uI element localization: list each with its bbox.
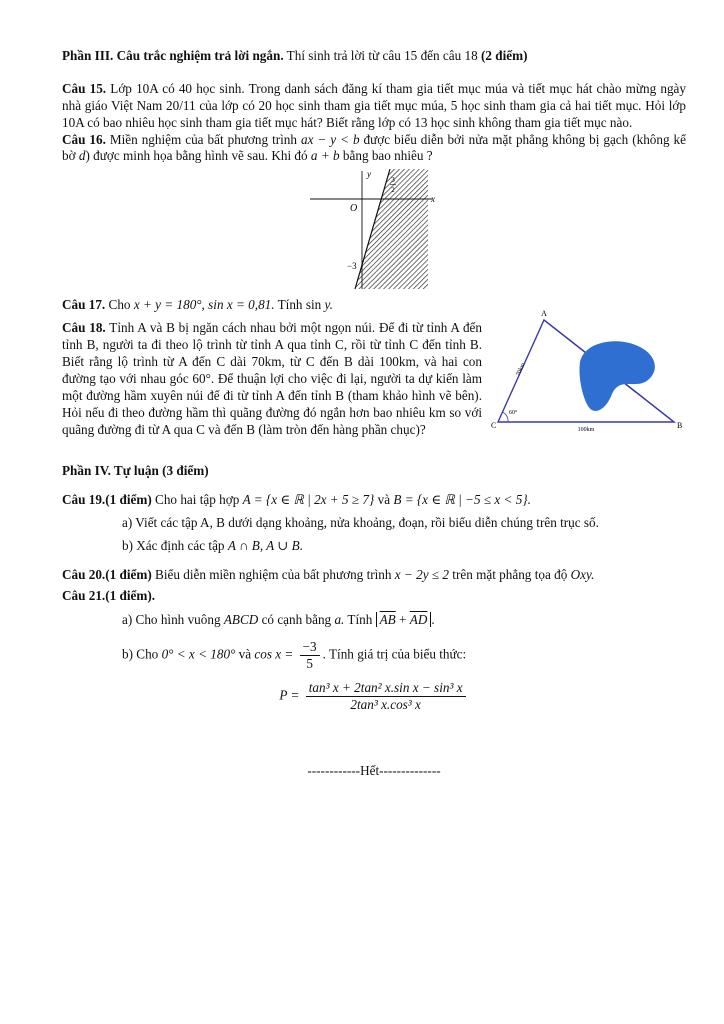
q19-part-b <box>122 538 686 555</box>
q21-p-formula <box>62 680 686 713</box>
q16-graph <box>310 169 438 291</box>
q18-figure <box>488 310 684 447</box>
q16-text-a: Miền nghiệm của bất phương trình <box>105 131 301 147</box>
q15-label: Câu 15. <box>62 80 107 96</box>
vector-plus: + <box>395 612 410 628</box>
y-intercept-label: −3 <box>347 261 357 272</box>
q21-part-a-text2: có cạnh bằng <box>258 612 335 628</box>
angle-label: 60° <box>509 410 518 417</box>
q21-part-a-text3: Tính <box>344 612 376 628</box>
q17-label: Câu 17. <box>62 297 106 313</box>
part4-header: Phần IV. Tự luận (3 điểm) <box>62 463 209 479</box>
q16-text-d: bằng bao nhiêu ? <box>339 148 433 164</box>
q21-range: 0° < x < 180° <box>161 646 236 662</box>
q19-text-b: và <box>374 492 394 508</box>
q20-text-b: trên mặt phẳng tọa độ <box>449 566 571 582</box>
q19-set-a: A = {x ∈ ℝ | 2x + 5 ≥ 7} <box>242 492 375 508</box>
exam-page <box>62 48 686 780</box>
q18-body <box>62 320 482 438</box>
q21-period: . <box>431 612 435 628</box>
q16-line-d: d <box>78 148 86 164</box>
q21-square: ABCD <box>223 612 259 628</box>
q20-text-a: Biểu diễn miền nghiệm của bất phương trình <box>151 566 395 582</box>
part3-title: Phần III. Câu trắc nghiệm trả lời ngắn. <box>62 48 284 63</box>
x-intercept-den: 2 <box>391 186 395 195</box>
vertex-b-label: B <box>677 421 683 431</box>
q15-text: Lớp 10A có 40 học sinh. Trong danh sách đăng kí tham gia tiết mục múa và tiết mục hát chào mừng ngày nhà giáo Việt Nam 20/11 của lớp có 20 học sinh tham gia tiết mục múa, 5 học sinh tham gia cả hai tiết mục. Hỏi lớp 10A có bao nhiêu học sinh tham gia tiết mục hát? Biết rằng lớp có 13 học sinh không tham gia tiết mục nào. <box>62 80 686 130</box>
q16-figure <box>62 169 686 291</box>
origin-label: O <box>350 203 358 215</box>
q17-text-b: Tính sin <box>274 297 325 313</box>
q16-text-b: được biểu diễn bởi nửa mặt phẳng không bị gạch (không kể bờ <box>62 131 686 164</box>
p-numerator: tan³ x + 2tan² x.sin x − sin³ x <box>306 680 466 697</box>
q19-text-a: Cho hai tập hợp <box>151 492 243 508</box>
q21-part-a <box>122 612 686 629</box>
q19-set-b: B = {x ∈ ℝ | −5 ≤ x < 5}. <box>393 492 531 508</box>
q19-part-a: a) Viết các tập A, B dưới dạng khoảng, nửa khoảng, đoạn, rồi biểu diễn chúng trên trục số. <box>122 514 599 530</box>
side-cb-label: 100km <box>577 427 595 434</box>
q21-part-b-text: b) Cho <box>122 646 162 662</box>
question-18 <box>62 310 686 447</box>
q21-cos-fraction <box>300 639 320 672</box>
q19-part-b-text: b) Xác định các tập <box>122 537 228 553</box>
q19-part-b-expr: A ∩ B, A ∪ B. <box>227 537 303 553</box>
cos-numerator: −3 <box>300 639 320 656</box>
angle-arc <box>503 412 509 422</box>
q16-inequality: ax − y < b <box>300 131 360 147</box>
question-19 <box>62 492 686 509</box>
q19-label: Câu 19.(1 điểm) <box>62 492 152 508</box>
part3-instruction: Thí sinh trả lời từ câu 15 đến câu 18 <box>283 48 481 63</box>
q21-side: a. <box>334 612 345 628</box>
q21-and: và <box>235 646 255 662</box>
q16-label: Câu 16. <box>62 131 106 147</box>
cos-denominator: 5 <box>306 656 313 672</box>
q17-text-a: Cho <box>105 297 134 313</box>
q21-cos-lhs: cos x = <box>254 646 297 662</box>
q20-label: Câu 20.(1 điểm) <box>62 566 152 582</box>
vertex-c-label: C <box>491 421 497 431</box>
mountain-shape <box>579 341 654 411</box>
q21-vector-sum <box>376 612 435 628</box>
q21-part-b-text2: . Tính giá trị của biểu thức: <box>322 646 467 662</box>
q18-label: Câu 18. <box>62 320 106 336</box>
q21-part-a-text: a) Cho hình vuông <box>122 612 224 628</box>
y-axis-label: y <box>367 169 371 180</box>
p-lhs: P = <box>279 687 303 703</box>
vector-ad: $\overline{AD}$ <box>409 612 428 628</box>
q20-plane: Oxy. <box>570 566 595 582</box>
p-fraction <box>306 680 466 713</box>
x-axis-label: x <box>431 194 435 205</box>
q18-triangle-diagram <box>488 310 684 442</box>
side-ac-label: 70km <box>515 362 527 378</box>
q20-inequality: x − 2y ≤ 2 <box>394 566 449 582</box>
vector-ab: $\overline{AB}$ <box>379 612 396 628</box>
q18-text: Tỉnh A và B bị ngăn cách nhau bởi một ngọn núi. Để đi từ tỉnh A đến tỉnh B, người ta đi theo lộ trình từ tỉnh A qua tỉnh C, rồi từ tỉnh C đến tỉnh B. Biết rằng lộ trình từ A đến C dài 70km, từ C đến B dài 100km, và hai con đường tạo với nhau góc 60°. Để thuận lợi cho việc đi lại, người ta dự kiến làm một đường hầm xuyên núi để đi từ tỉnh A đến tỉnh B (tham khảo hình vẽ bên). Hỏi nếu đi theo đường hầm thì quãng đường đó ngắn hơn bao nhiêu km so với quãng đường đi từ A qua C và đến B (làm tròn đến hàng phần chục)? <box>62 320 482 437</box>
x-intercept-num: 3 <box>391 176 395 185</box>
q16-expr: a + b <box>310 148 340 164</box>
question-15 <box>62 81 686 132</box>
end-marker: ------------Hết-------------- <box>307 762 441 778</box>
q17-var: y. <box>324 297 333 313</box>
part3-header <box>62 48 686 65</box>
q17-expr: x + y = 180°, sin x = 0,81. <box>133 297 275 313</box>
question-20 <box>62 567 686 584</box>
vertex-a-label: A <box>541 310 547 319</box>
p-denominator: 2tan³ x.cos³ x <box>350 696 421 712</box>
q21-part-b <box>122 639 686 672</box>
question-21-label: Câu 21.(1 điểm). <box>62 587 156 603</box>
q16-text-c: ) được minh họa bằng hình vẽ sau. Khi đó <box>85 148 311 164</box>
part3-points: (2 điểm) <box>481 48 528 63</box>
question-16 <box>62 132 686 166</box>
